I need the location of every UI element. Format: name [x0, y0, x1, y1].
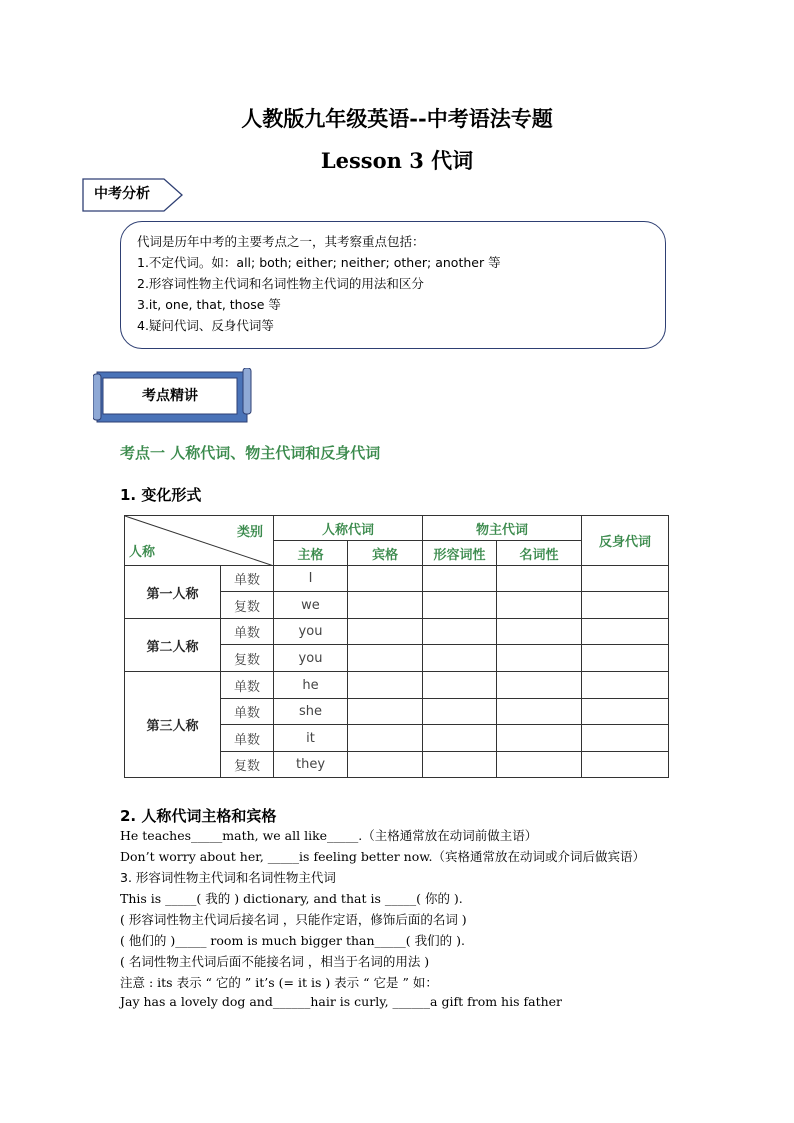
blank-cell[interactable]: [423, 592, 497, 619]
pronoun-cell: he: [274, 672, 348, 699]
objective-header: 宾格: [348, 541, 423, 566]
number-cell: 单数: [221, 699, 274, 725]
nominative-header: 主格: [274, 541, 348, 566]
blank-cell[interactable]: [423, 645, 497, 672]
blank-cell[interactable]: [423, 725, 497, 752]
intro-line: 3.it, one, that, those 等: [137, 297, 281, 312]
first-person-label: 第一人称: [125, 566, 221, 619]
blank-cell[interactable]: [348, 752, 423, 778]
number-cell: 单数: [221, 672, 274, 699]
exercise-line: This is _____( 我的 ) dictionary, and that is _____( 你的 ).: [120, 891, 463, 906]
possessive-pronoun-header: 物主代词: [423, 516, 582, 541]
pronoun-cell: we: [274, 592, 348, 619]
personal-pronoun-header: 人称代词: [274, 516, 423, 541]
blank-cell[interactable]: [582, 645, 669, 672]
exercise-line: ( 他们的 )_____ room is much bigger than_____( 我们的 ).: [120, 933, 465, 948]
exercise-line: Jay has a lovely dog and______hair is curly, ______a gift from his father: [120, 994, 563, 1009]
pronoun-cell: you: [274, 645, 348, 672]
pronoun-cell: I: [274, 566, 348, 592]
blank-cell[interactable]: [348, 619, 423, 645]
blank-cell[interactable]: [582, 619, 669, 645]
blank-cell[interactable]: [582, 699, 669, 725]
note-line: 注意 : its 表示 “ 它的 ” it’s (= it is ) 表示 “ 它是 ” 如：: [120, 975, 438, 990]
blank-cell[interactable]: [497, 566, 582, 592]
section-1-title: 1. 变化形式: [120, 486, 202, 504]
pronoun-cell: it: [274, 725, 348, 752]
blank-cell[interactable]: [497, 699, 582, 725]
pronoun-cell: you: [274, 619, 348, 645]
intro-line: 代词是历年中考的主要考点之一，其考察重点包括：: [137, 234, 425, 249]
section-2-title: 2. 人称代词主格和宾格: [120, 807, 277, 825]
blank-cell[interactable]: [348, 725, 423, 752]
adjective-possessive-header: 形容词性: [423, 541, 497, 566]
blank-cell[interactable]: [582, 725, 669, 752]
blank-cell[interactable]: [497, 725, 582, 752]
note-line: ( 形容词性物主代词后接名词 ，只能作定语，修饰后面的名词 ): [120, 912, 467, 927]
pronoun-cell: they: [274, 752, 348, 778]
tag-label: 中考分析: [94, 186, 150, 202]
blank-cell[interactable]: [423, 619, 497, 645]
diagonal-header-cell: [125, 516, 274, 566]
lesson-title: Lesson 3 代词: [320, 148, 474, 173]
noun-possessive-header: 名词性: [497, 541, 582, 566]
blank-cell[interactable]: [423, 672, 497, 699]
exercise-line: Don’t worry about her, _____is feeling better now.（宾格通常放在动词或介词后做宾语）: [120, 849, 645, 864]
blank-cell[interactable]: [497, 645, 582, 672]
reflexive-pronoun-header: 反身代词: [582, 516, 669, 566]
exercise-line: He teaches_____math, we all like_____.（主格通常放在动词前做主语）: [120, 828, 538, 843]
number-cell: 单数: [221, 619, 274, 645]
intro-line: 4.疑问代词、反身代词等: [137, 318, 274, 333]
category-label: 类别: [236, 525, 263, 540]
blank-cell[interactable]: [423, 566, 497, 592]
blank-cell[interactable]: [497, 592, 582, 619]
number-cell: 复数: [221, 752, 274, 778]
blank-cell[interactable]: [348, 699, 423, 725]
blank-cell[interactable]: [497, 619, 582, 645]
person-label: 人称: [129, 545, 156, 560]
point-heading: 考点一 人称代词、物主代词和反身代词: [120, 444, 381, 462]
blank-cell[interactable]: [582, 592, 669, 619]
blank-cell[interactable]: [582, 566, 669, 592]
blank-cell[interactable]: [582, 672, 669, 699]
banner-label: 考点精讲: [142, 388, 198, 404]
number-cell: 单数: [221, 566, 274, 592]
second-person-label: 第二人称: [125, 619, 221, 672]
page-title: 人教版九年级英语--中考语法专题: [241, 106, 553, 131]
blank-cell[interactable]: [423, 699, 497, 725]
blank-cell[interactable]: [348, 592, 423, 619]
intro-line: 1.不定代词。如：all; both; either; neither; other; another 等: [137, 255, 501, 270]
blank-cell[interactable]: [582, 752, 669, 778]
number-cell: 单数: [221, 725, 274, 752]
intro-line: 2.形容词性物主代词和名词性物主代词的用法和区分: [137, 276, 424, 291]
blank-cell[interactable]: [348, 672, 423, 699]
number-cell: 复数: [221, 645, 274, 672]
blank-cell[interactable]: [348, 645, 423, 672]
note-line: ( 名词性物主代词后面不能接名词 ，相当于名词的用法 ): [120, 954, 430, 969]
number-cell: 复数: [221, 592, 274, 619]
blank-cell[interactable]: [423, 752, 497, 778]
pronoun-table: [124, 515, 669, 778]
blank-cell[interactable]: [497, 752, 582, 778]
pronoun-cell: she: [274, 699, 348, 725]
blank-cell[interactable]: [348, 566, 423, 592]
subsection-3-title: 3. 形容词性物主代词和名词性物主代词: [120, 870, 336, 885]
intro-box: [120, 221, 666, 349]
third-person-label: 第三人称: [125, 672, 221, 778]
blank-cell[interactable]: [497, 672, 582, 699]
